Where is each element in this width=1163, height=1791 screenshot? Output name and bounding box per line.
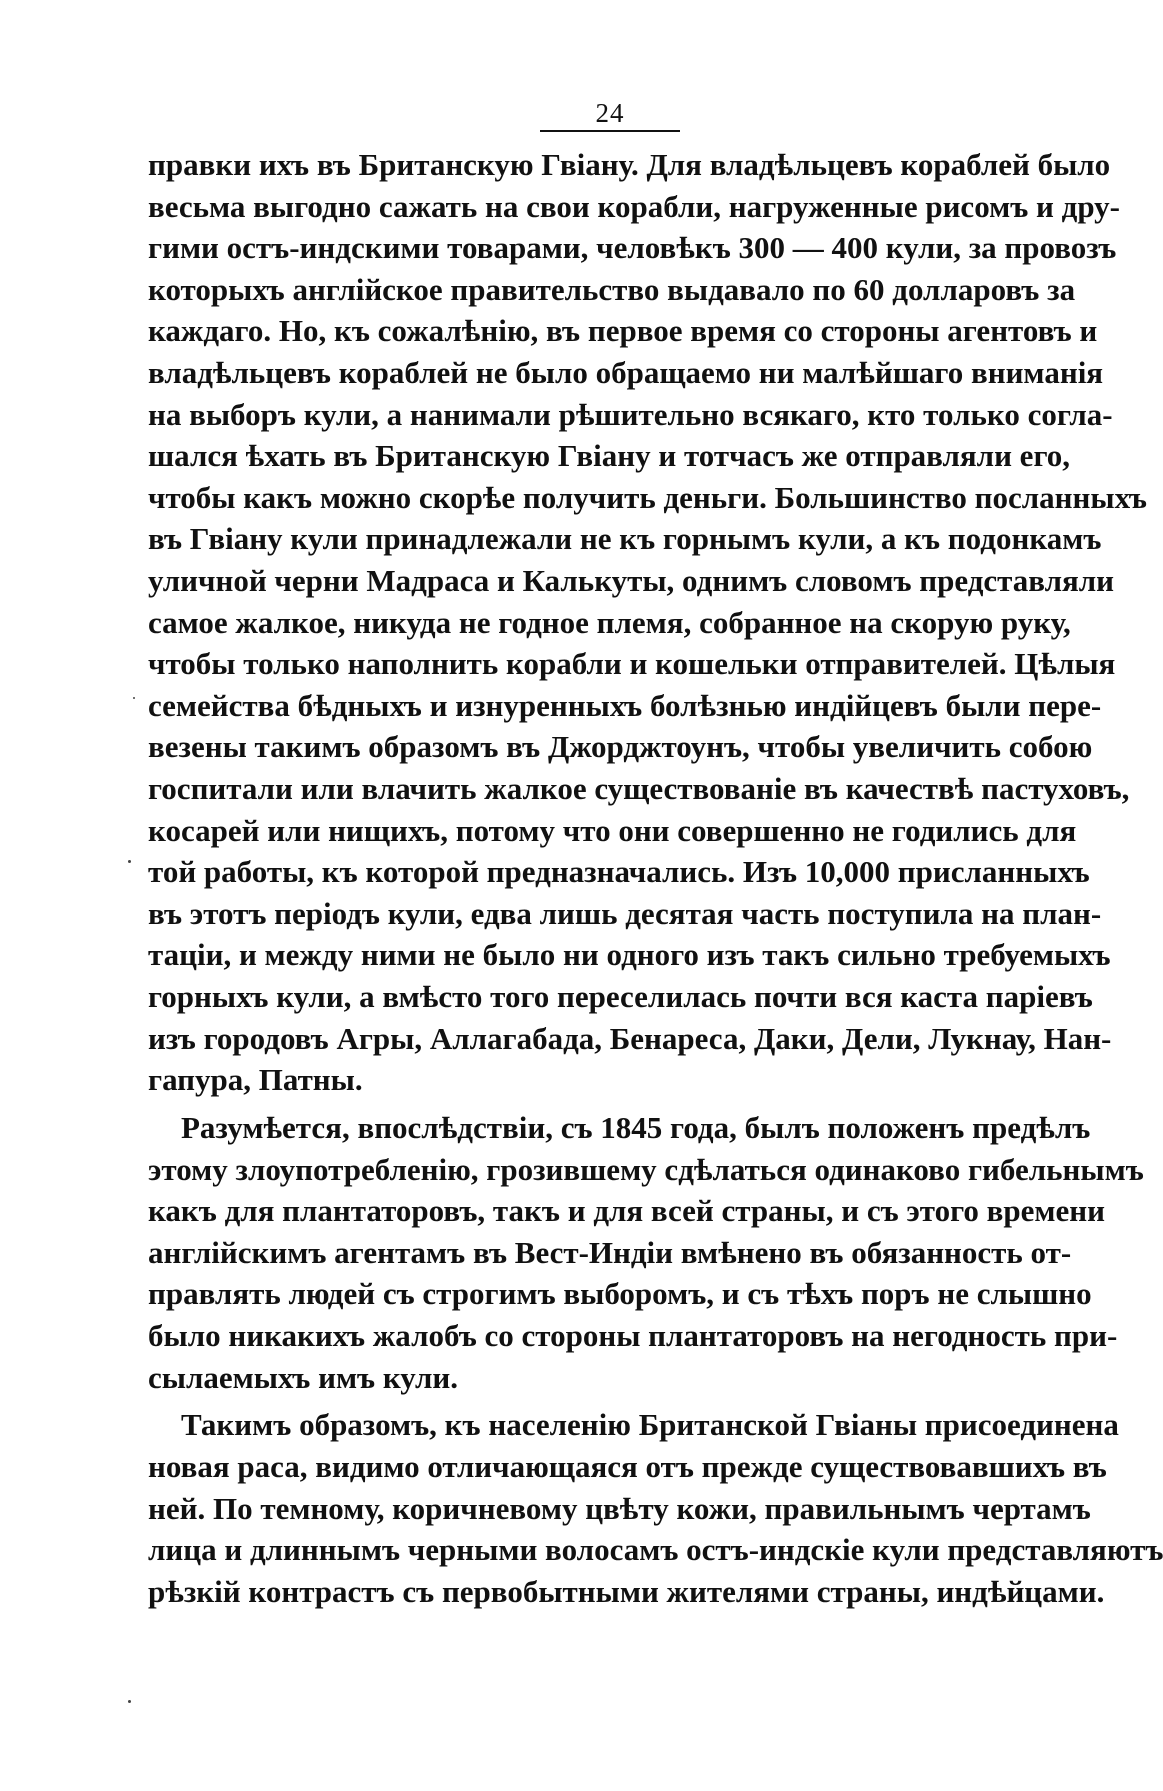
text-line: чтобы какъ можно скорѣе получить деньги. Большинство посланныхъ <box>148 480 1147 515</box>
text-line: этому злоупотребленію, грозившему сдѣлаться одинаково гибельнымъ <box>148 1152 1144 1187</box>
text-line: которыхъ англійское правительство выдавало по 60 долларовъ за <box>148 272 1076 307</box>
text-line: гими остъ-индскими товарами, человѣкъ 300 — 400 кули, за провозъ <box>148 230 1117 265</box>
text-line: владѣльцевъ кораблей не было обращаемо ни малѣйшаго вниманія <box>148 355 1104 390</box>
text-line: весьма выгодно сажать на свои корабли, нагруженные рисомъ и дру- <box>148 189 1120 224</box>
text-line: сылаемыхъ имъ кули. <box>148 1360 459 1395</box>
text-line: новая раса, видимо отличающаяся отъ прежде существовавшихъ въ <box>148 1449 1107 1484</box>
text-line: на выборъ кули, а нанимали рѣшительно всякаго, кто только согла- <box>148 397 1113 432</box>
text-line: госпитали или влачить жалкое существованіе въ качествѣ пастуховъ, <box>148 771 1130 806</box>
text-line: семейства бѣдныхъ и изнуренныхъ болѣзнью индійцевъ были пере- <box>148 688 1102 723</box>
scan-speck <box>128 860 131 863</box>
text-line: правлять людей съ строгимъ выборомъ, и съ тѣхъ поръ не слышно <box>148 1276 1092 1311</box>
text-line: самое жалкое, никуда не годное племя, собранное на скорую руку, <box>148 605 1071 640</box>
text-line: уличной черни Мадраса и Калькуты, однимъ словомъ представляли <box>148 563 1115 598</box>
text-line: было никакихъ жалобъ со стороны плантаторовъ на негодность при- <box>148 1318 1118 1353</box>
text-line: лица и длиннымъ черными волосамъ остъ-индскіе кули представляютъ <box>148 1532 1163 1567</box>
text-line: изъ городовъ Агры, Аллагабада, Бенареса, Даки, Дели, Лукнау, Нан- <box>148 1021 1112 1056</box>
text-line: въ этотъ періодъ кули, едва лишь десятая часть поступила на план- <box>148 896 1102 931</box>
text-line: Разумѣется, впослѣдствіи, съ 1845 года, былъ положенъ предѣлъ <box>181 1110 1091 1145</box>
text-line: чтобы только наполнить корабли и кошельки отправителей. Цѣлыя <box>148 646 1116 681</box>
text-line: горныхъ кули, а вмѣсто того переселилась почти вся каста паріевъ <box>148 979 1093 1014</box>
text-line: гапура, Патны. <box>148 1062 363 1097</box>
scan-speck <box>128 1700 131 1703</box>
text-line: везены такимъ образомъ въ Джорджтоунъ, чтобы увеличить собою <box>148 729 1093 764</box>
text-line: каждаго. Но, къ сожалѣнію, въ первое время со стороны агентовъ и <box>148 313 1098 348</box>
text-line: правки ихъ въ Британскую Гвіану. Для владѣльцевъ кораблей было <box>148 147 1111 182</box>
text-line: какъ для плантаторовъ, такъ и для всей страны, и съ этого времени <box>148 1193 1106 1228</box>
text-line: таціи, и между ними не было ни одного изъ такъ сильно требуемыхъ <box>148 937 1111 972</box>
text-line: въ Гвіану кули принадлежали не къ горнымъ кули, а къ подонкамъ <box>148 521 1102 556</box>
text-line: рѣзкій контрастъ съ первобытными жителями страны, индѣйцами. <box>148 1574 1105 1609</box>
text-line: шался ѣхать въ Британскую Гвіану и тотчасъ же отправляли его, <box>148 438 1070 473</box>
header-rule <box>540 130 680 132</box>
text-line: косарей или нищихъ, потому что они совершенно не годились для <box>148 813 1077 848</box>
text-line: Такимъ образомъ, къ населенію Британской Гвіаны присоединена <box>181 1407 1119 1442</box>
text-line: той работы, къ которой предназначались. Изъ 10,000 присланныхъ <box>148 854 1090 889</box>
text-line: ней. По темному, коричневому цвѣту кожи, правильнымъ чертамъ <box>148 1491 1091 1526</box>
page-number: 24 <box>595 98 625 128</box>
text-line: англійскимъ агентамъ въ Вест-Индіи вмѣнено въ обязанность от- <box>148 1235 1072 1270</box>
scan-speck <box>133 697 135 699</box>
